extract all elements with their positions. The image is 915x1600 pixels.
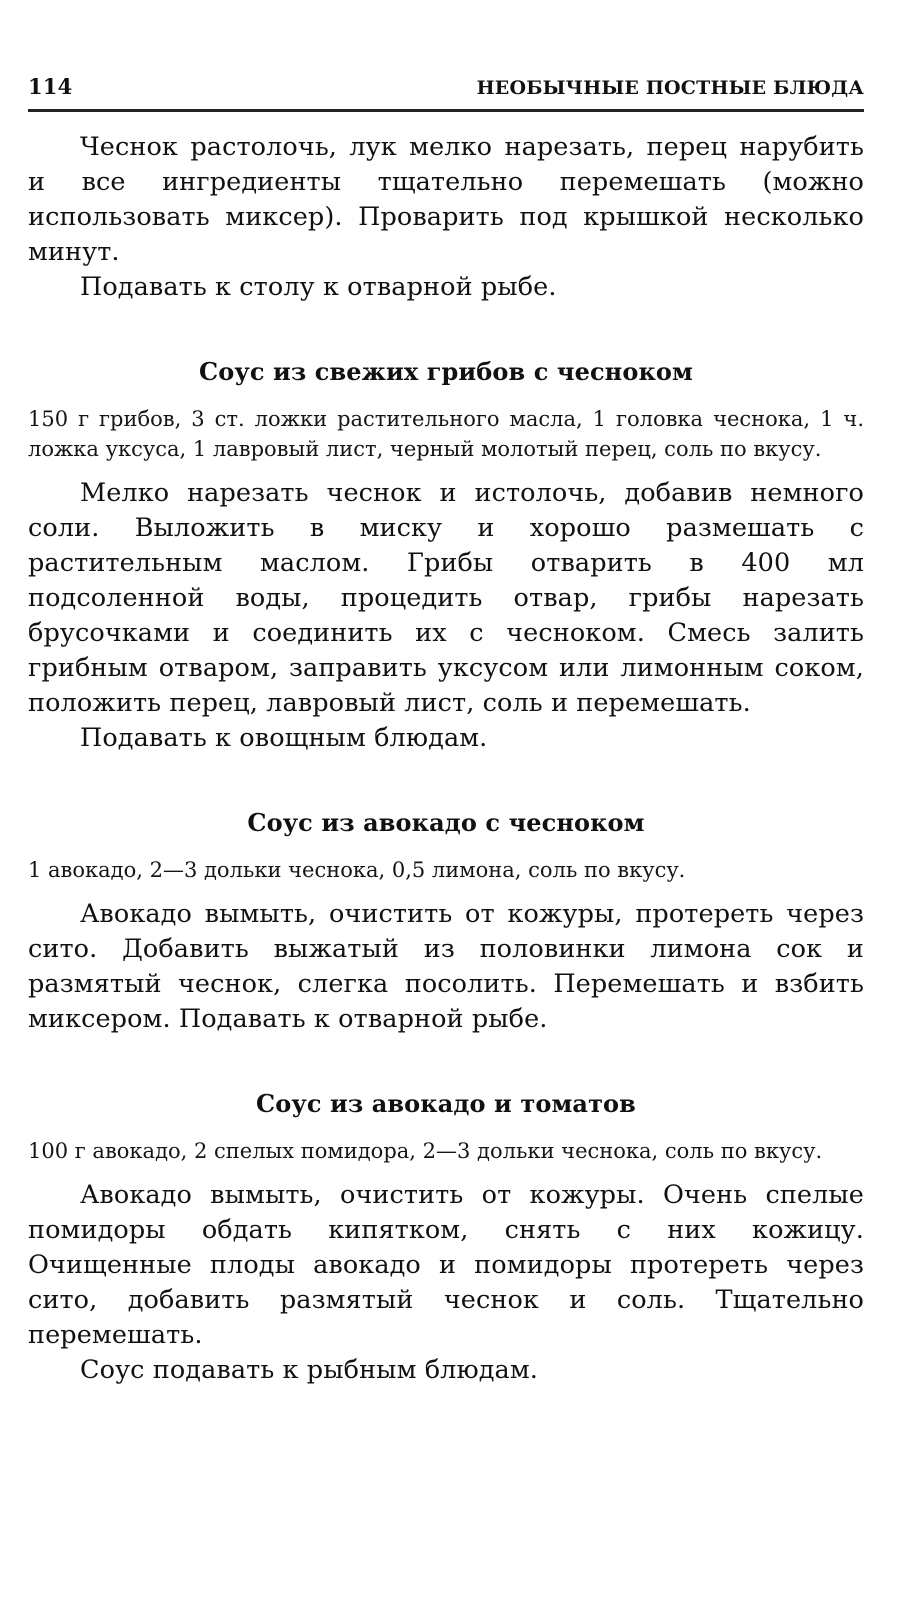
recipe-avocado-garlic-sauce (28, 808, 864, 1037)
recipe-ingredients: 100 г авокадо, 2 спелых помидора, 2—3 дольки чеснока, соль по вкусу. (28, 1139, 823, 1163)
recipe-serving-note: Подавать к овощным блюдам. (80, 723, 488, 753)
recipe-avocado-tomato-sauce (28, 1089, 864, 1388)
recipe-title: Соус из авокадо и томатов (256, 1089, 636, 1118)
intro-paragraph-2: Подавать к столу к отварной рыбе. (80, 272, 557, 302)
recipe-title: Соус из авокадо с чесноком (247, 808, 645, 837)
recipe-instructions: Мелко нарезать чеснок и истолочь, добавив немного соли. Выложить в миску и хорошо размешать с растительным маслом. Грибы отварить в 400 мл подсоленной воды, процедить отвар, грибы нарезать брусочками и соединить их с чесноком. Смесь залить грибным отваром, заправить уксусом или лимонным соком, положить перец, лавровый лист, соль и перемешать. (28, 478, 864, 718)
recipe-title: Соус из свежих грибов с чесноком (199, 357, 693, 386)
book-page (28, 74, 864, 1388)
intro-section (28, 130, 864, 305)
recipe-instructions: Авокадо вымыть, очистить от кожуры, протереть через сито. Добавить выжатый из половинки лимона сок и размятый чеснок, слегка посолить. Перемешать и взбить миксером. Подавать к отварной рыбе. (28, 899, 864, 1034)
page-number: 114 (28, 74, 73, 99)
recipe-ingredients: 1 авокадо, 2—3 дольки чеснока, 0,5 лимона, соль по вкусу. (28, 858, 686, 882)
intro-paragraph-1: Чеснок растолочь, лук мелко нарезать, перец нарубить и все ингредиенты тщательно перемешать (можно использовать миксер). Проварить под крышкой несколько минут. (28, 132, 864, 267)
running-head (28, 74, 864, 112)
chapter-title: НЕОБЫЧНЫЕ ПОСТНЫЕ БЛЮДА (476, 77, 864, 99)
recipe-mushroom-garlic-sauce (28, 357, 864, 756)
recipe-instructions: Авокадо вымыть, очистить от кожуры. Очень спелые помидоры обдать кипятком, снять с них кожицу. Очищенные плоды авокадо и помидоры протереть через сито, добавить размятый чеснок и соль. Тщательно перемешать. (28, 1180, 864, 1350)
recipe-serving-note: Соус подавать к рыбным блюдам. (80, 1355, 539, 1385)
recipe-ingredients: 150 г грибов, 3 ст. ложки растительного масла, 1 головка чеснока, 1 ч. ложка уксуса, 1 лавровый лист, черный молотый перец, соль по вкусу. (28, 407, 864, 461)
